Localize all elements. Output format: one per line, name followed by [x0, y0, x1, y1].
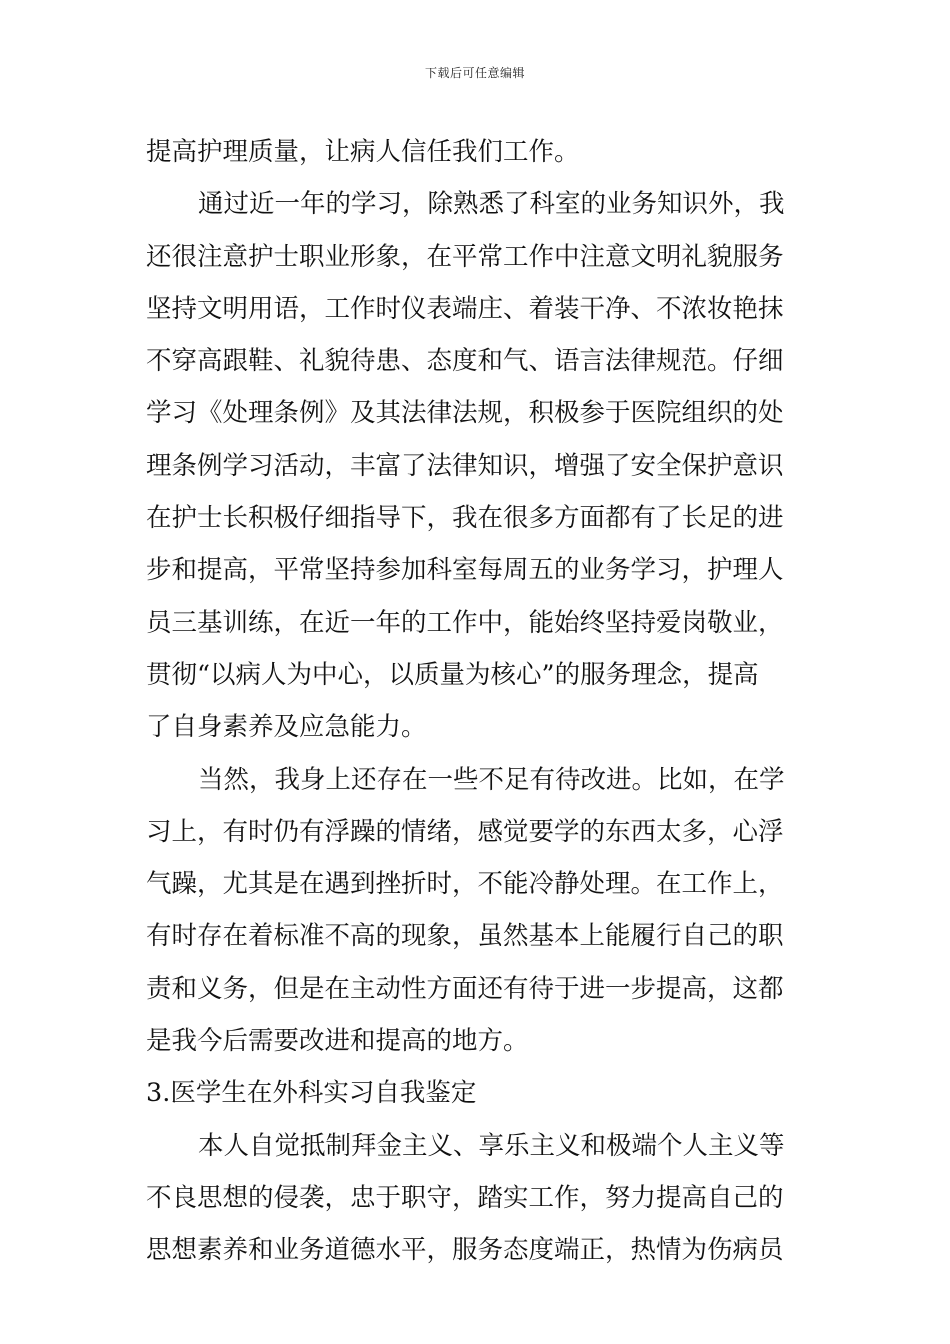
page-header: 下载后可任意编辑 — [424, 66, 525, 80]
text-line: 在护士长积极仔细指导下，我在很多方面都有了长足的进 — [146, 503, 784, 534]
text-line: 不穿高跟鞋、礼貌待患、态度和气、语言法律规范。仔细 — [146, 346, 784, 377]
text-line: 不良思想的侵袭，忠于职守，踏实工作，努力提高自己的 — [146, 1182, 784, 1213]
text-line: 气躁，尤其是在遇到挫折时，不能冷静处理。在工作上， — [146, 869, 784, 900]
text-line: 员三基训练，在近一年的工作中，能始终坚持爱岗敬业， — [146, 607, 784, 638]
text-line: 当然，我身上还存在一些不足有待改进。比如，在学 — [198, 764, 785, 795]
text-line: 坚持文明用语，工作时仪表端庄、着装干净、不浓妆艳抹 — [146, 293, 784, 324]
text-line: 是我今后需要改进和提高的地方。 — [146, 1026, 529, 1057]
text-line: 责和义务，但是在主动性方面还有待于进一步提高，这都 — [146, 973, 784, 1004]
text-line: 提高护理质量，让病人信任我们工作。 — [146, 137, 580, 167]
text-line: 思想素养和业务道德水平，服务态度端正，热情为伤病员 — [146, 1235, 784, 1266]
text-line: 通过近一年的学习，除熟悉了科室的业务知识外，我 — [198, 189, 785, 220]
text-line: 理条例学习活动，丰富了法律知识，增强了安全保护意识 — [146, 450, 784, 481]
text-line: 贯彻“以病人为中心，以质量为核心”的服务理念，提高 — [146, 659, 759, 690]
text-line: 习上，有时仍有浮躁的情绪，感觉要学的东西太多，心浮 — [146, 816, 784, 847]
text-line: 还很注意护士职业形象，在平常工作中注意文明礼貌服务 — [146, 241, 784, 272]
section-heading: 3.医学生在外科实习自我鉴定 — [146, 1078, 477, 1109]
document-body — [146, 126, 806, 1277]
text-line: 步和提高，平常坚持参加科室每周五的业务学习，护理人 — [146, 555, 784, 586]
text-line: 学习《处理条例》及其法律法规，积极参于医院组织的处 — [146, 398, 784, 429]
text-line: 本人自觉抵制拜金主义、享乐主义和极端个人主义等 — [198, 1130, 785, 1161]
text-line: 有时存在着标准不高的现象，虽然基本上能履行自己的职 — [146, 921, 784, 952]
text-line: 了自身素养及应急能力。 — [146, 712, 427, 743]
